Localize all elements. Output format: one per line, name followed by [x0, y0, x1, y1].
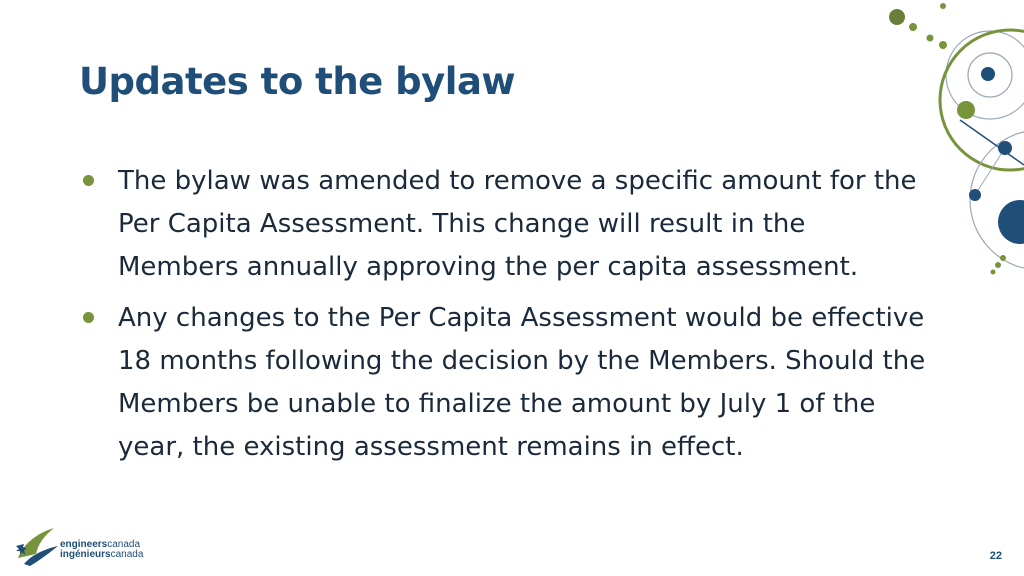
- bullet-item: [80, 160, 930, 289]
- slide-title: Updates to the bylaw: [79, 60, 516, 103]
- bullet-text: The bylaw was amended to remove a specific amount for the Per Capita Assessment. This change will result in the Members annually approving the per capita assessment.: [118, 166, 917, 282]
- bullet-list: [80, 160, 930, 477]
- bullet-dot-icon: [83, 312, 94, 323]
- logo-line2-bold: ingénieurs: [60, 549, 111, 560]
- logo-line2-rest: canada: [110, 549, 144, 560]
- bullet-item: [80, 297, 930, 469]
- logo-line1-bold: engineers: [60, 539, 108, 550]
- page-number: 22: [989, 550, 1002, 562]
- logo-wordmark: [60, 540, 143, 560]
- bullet-dot-icon: [83, 175, 94, 186]
- bullet-text: Any changes to the Per Capita Assessment would be effective 18 months following the decision by the Members. Should the Members be unable to finalize the amount by July 1 of the year, the existing assessment remains in effect.: [118, 303, 926, 462]
- logo-line1-rest: canada: [107, 539, 141, 550]
